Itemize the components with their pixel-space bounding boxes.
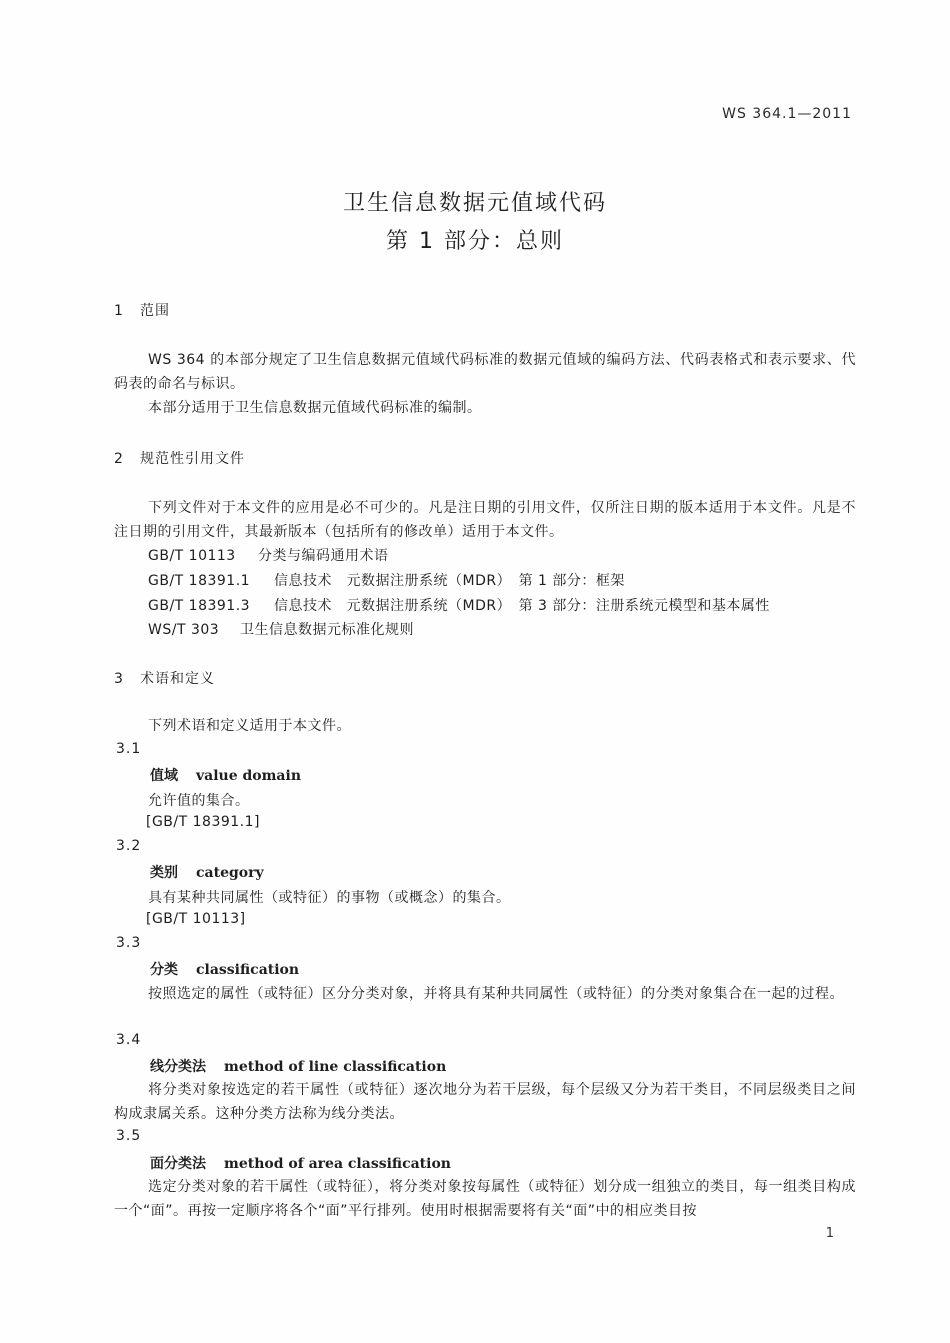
section-1-heading xyxy=(114,300,170,320)
clause-number: 3.3 xyxy=(116,935,142,951)
section-number: 1 xyxy=(114,303,124,319)
term-zh: 面分类法 xyxy=(150,1156,206,1172)
clause-number: 3.4 xyxy=(116,1032,142,1048)
term-definition: 具有某种共同属性（或特征）的事物（或概念）的集合。 xyxy=(148,890,511,906)
section-title: 术语和定义 xyxy=(140,671,215,687)
term-en: classification xyxy=(196,962,300,978)
section-title: 规范性引用文件 xyxy=(140,451,245,467)
reference-item xyxy=(148,619,414,639)
term-en: category xyxy=(196,865,264,881)
clause-number: 3.5 xyxy=(116,1128,142,1144)
reference-code: GB/T 10113 xyxy=(148,548,236,564)
section-number: 2 xyxy=(114,451,124,467)
page-number: 1 xyxy=(825,1226,834,1241)
section-1-paragraph-1: WS 364 的本部分规定了卫生信息数据元值域代码标准的数据元值域的编码方法、代码表格式和表示要求、代码表的命名与标识。 xyxy=(114,352,856,392)
reference-item xyxy=(148,545,389,565)
term-entry xyxy=(150,765,301,785)
reference-item xyxy=(148,595,770,615)
section-3-heading xyxy=(114,668,215,688)
term-entry xyxy=(150,862,264,882)
section-number: 3 xyxy=(114,671,124,687)
term-definition: 允许值的集合。 xyxy=(148,793,250,809)
document-title: 卫生信息数据元值域代码 xyxy=(342,191,607,216)
term-zh: 分类 xyxy=(150,962,178,978)
section-1-paragraph-2: 本部分适用于卫生信息数据元值域代码标准的编制。 xyxy=(148,400,482,416)
reference-title: 信息技术 元数据注册系统（MDR） 第 3 部分：注册系统元模型和基本属性 xyxy=(274,598,770,614)
term-entry xyxy=(150,959,299,979)
reference-title: 卫生信息数据元标准化规则 xyxy=(240,622,414,638)
reference-title: 分类与编码通用术语 xyxy=(258,548,389,564)
reference-title: 信息技术 元数据注册系统（MDR） 第 1 部分：框架 xyxy=(274,573,625,589)
section-3-intro: 下列术语和定义适用于本文件。 xyxy=(148,718,351,734)
term-definition: 按照选定的属性（或特征）区分分类对象，并将具有某种共同属性（或特征）的分类对象集合在一起的过程。 xyxy=(148,986,844,1002)
term-en: value domain xyxy=(196,768,301,784)
term-zh: 值域 xyxy=(150,768,178,784)
clause-number: 3.1 xyxy=(116,741,142,757)
term-zh: 类别 xyxy=(150,865,178,881)
reference-item xyxy=(148,570,625,590)
term-source: [GB/T 10113] xyxy=(146,911,246,927)
section-2-heading xyxy=(114,448,245,468)
term-en: method of area classification xyxy=(224,1156,451,1172)
document-subtitle: 第 1 部分：总则 xyxy=(386,229,564,254)
clause-number: 3.2 xyxy=(116,838,142,854)
term-en: method of line classification xyxy=(224,1059,447,1075)
standard-code: WS 364.1—2011 xyxy=(722,106,852,122)
term-source: [GB/T 18391.1] xyxy=(146,814,260,830)
reference-code: GB/T 18391.1 xyxy=(148,573,251,589)
term-definition: 选定分类对象的若干属性（或特征），将分类对象按每属性（或特征）划分成一组独立的类目，每一组类目构成一个“面”。再按一定顺序将各个“面”平行排列。使用时根据需要将有关“面”中的相应类目按 xyxy=(114,1179,856,1219)
section-2-paragraph: 下列文件对于本文件的应用是必不可少的。凡是注日期的引用文件，仅所注日期的版本适用于本文件。凡是不注日期的引用文件，其最新版本（包括所有的修改单）适用于本文件。 xyxy=(114,500,856,540)
term-entry xyxy=(150,1056,446,1076)
section-title: 范围 xyxy=(140,303,170,319)
term-entry xyxy=(150,1153,451,1173)
reference-code: WS/T 303 xyxy=(148,622,220,638)
reference-code: GB/T 18391.3 xyxy=(148,598,251,614)
term-zh: 线分类法 xyxy=(150,1059,206,1075)
term-definition: 将分类对象按选定的若干属性（或特征）逐次地分为若干层级，每个层级又分为若干类目，不同层级类目之间构成隶属关系。这种分类方法称为线分类法。 xyxy=(114,1082,856,1122)
